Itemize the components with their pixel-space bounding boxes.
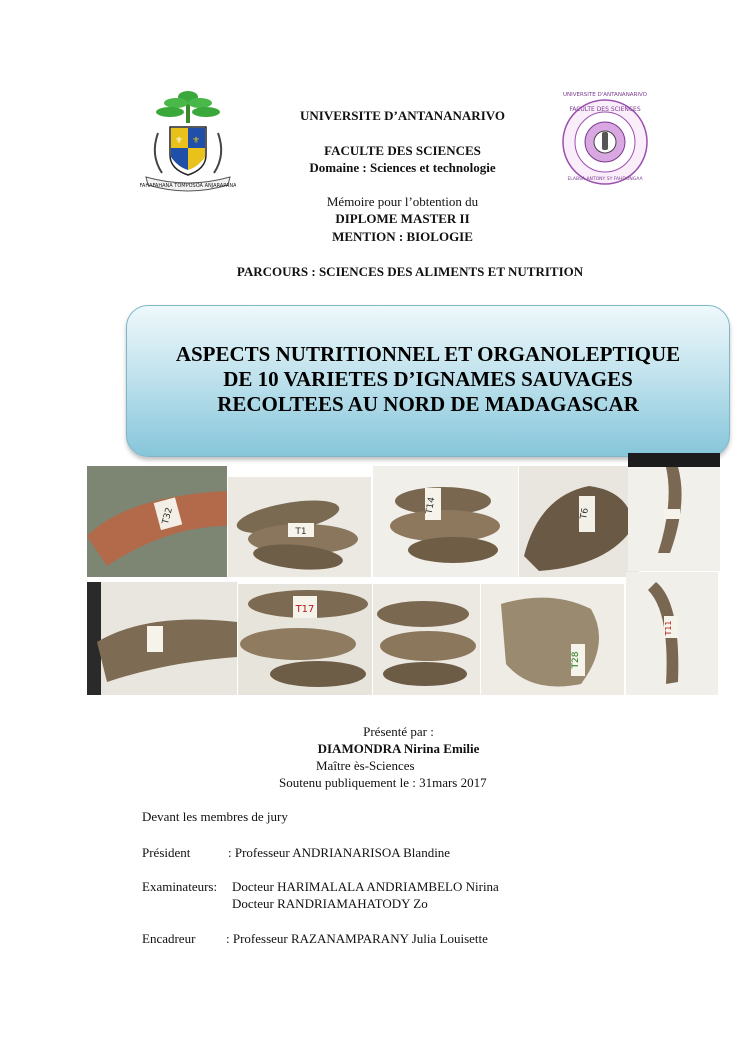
defense-date: Soutenu publiquement le : 31mars 2017 [279,775,487,790]
yam-label: T6 [579,507,591,521]
domain-line: Domaine : Sciences et technologie [309,160,496,175]
author-name: DIAMONDRA Nirina Emilie [317,741,480,756]
author-degree: Maître ès-Sciences [316,758,415,773]
yam-label: T11 [664,620,673,636]
title-line-3: RECOLTEES AU NORD DE MADAGASCAR [217,392,639,416]
university-logo [140,85,236,195]
presented-by: Présenté par : [363,724,434,739]
title-box [126,305,730,457]
supervisor-name: : Professeur RAZANAMPARANY Julia Louisette [226,931,488,946]
university-name: UNIVERSITE D’ANTANANARIVO [300,108,505,123]
logo-ring-top: FACULTE DES SCIENCES [569,106,641,113]
svg-text:⚜: ⚜ [174,136,184,146]
diploma-line: DIPLOME MASTER II [335,211,470,226]
yam-label: T32 [160,506,176,526]
yam-photo [373,584,480,695]
yam-photo [626,572,718,695]
faculty-name: FACULTE DES SCIENCES [324,143,481,158]
title-line-1: ASPECTS NUTRITIONNEL ET ORGANOLEPTIQUE [175,342,681,366]
yam-label: T1 [295,527,307,537]
examiners-role: Examinateurs: [142,879,218,894]
mention-line: MENTION : BIOLOGIE [332,229,473,244]
yam-photo [628,453,720,571]
examiner-2: Docteur RANDRIAMAHATODY Zo [232,896,428,911]
parcours-line: PARCOURS : SCIENCES DES ALIMENTS ET NUTRITION [236,264,584,279]
yam-photo [373,466,518,577]
logo-top-text: UNIVERSITE D'ANTANANARIVO [562,92,648,98]
yam-label: T28 [571,651,581,669]
thesis-title [127,342,729,417]
logo-motto: FAHAFAHANA TOMPOSOA ANJARAPANA [140,183,236,189]
yam-label: T14 [424,496,438,515]
supervisor-role: Encadreur [142,931,196,946]
yam-photo [87,582,237,695]
memoire-line: Mémoire pour l’obtention du [326,194,479,209]
yam-photo [87,466,227,577]
examiner-1: Docteur HARIMALALA ANDRIAMBELO Nirina [232,879,499,894]
faculty-logo [553,88,657,188]
yam-label: T17 [295,604,315,615]
svg-text:⚜: ⚜ [191,136,201,146]
president-name: : Professeur ANDRIANARISOA Blandine [228,845,451,860]
yam-photo [519,466,639,577]
title-line-2: DE 10 VARIETES D’IGNAMES SAUVAGES [223,367,633,391]
jury-intro: Devant les membres de jury [142,809,288,824]
logo-ring-bottom: ELABSA ANTONY SY FAHDONGAA [567,177,643,182]
yam-photo [228,477,371,577]
president-role: Président [142,845,191,860]
yam-photo [481,584,624,695]
yam-photo [238,584,372,695]
